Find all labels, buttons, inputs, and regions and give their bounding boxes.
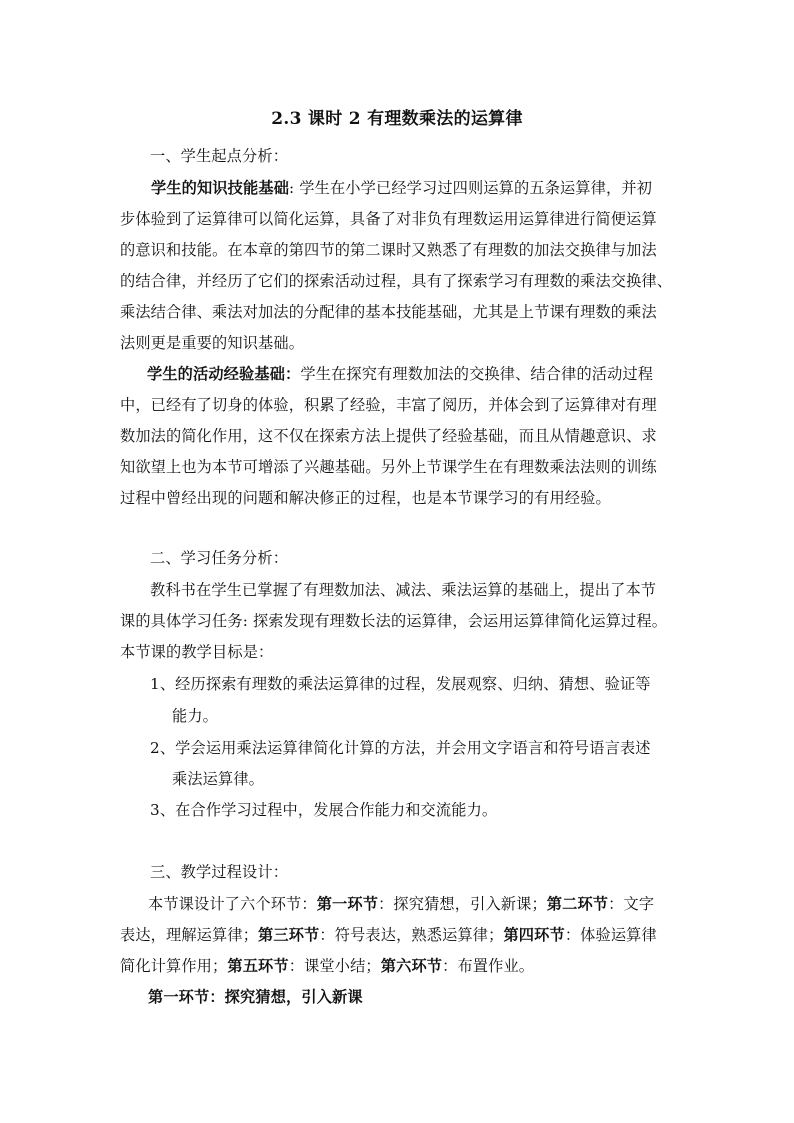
activity-paragraph-line-2: 中，已经有了切身的体验，积累了经验，丰富了阅历，并体会到了运算律对有理 — [120, 396, 657, 414]
process-text: 本节课设计了六个环节： — [148, 895, 317, 913]
process-text: ：符号表达，熟悉运算律； — [319, 926, 504, 944]
activity-paragraph-line-5: 过程中曾经出现的问题和解决修正的过程，也是本节课学习的有用经验。 — [120, 489, 611, 507]
goal-1-continued: 能力。 — [172, 707, 219, 725]
process-line-3 — [120, 956, 534, 976]
process-text: ：探究猜想，引入新课； — [378, 895, 547, 913]
process-text: ：体验运算律 — [564, 926, 657, 944]
page-title: 2.3 课时 2 有理数乘法的运算律 — [271, 109, 523, 129]
task-intro-line-2: 课的具体学习任务: 探索发现有理数长法的运算律，会运用运算律简化运算过程。 — [120, 612, 668, 630]
step-label: 第一环节 — [316, 895, 379, 913]
section2-heading: 二、学习任务分析： — [150, 549, 289, 567]
goal-2-continued: 乘法运算律。 — [172, 770, 265, 788]
process-text: 表达，理解运算律； — [120, 926, 259, 944]
step1-heading: 第一环节：探究猜想，引入新课 — [148, 988, 363, 1006]
section1-heading: 一、学生起点分析： — [150, 147, 289, 165]
knowledge-paragraph-line-6: 法则更是重要的知识基础。 — [120, 334, 305, 352]
knowledge-paragraph-line-5: 乘法结合律、乘法对加法的分配律的基本技能基础，尤其是上节课有理数的乘法 — [120, 303, 657, 321]
process-text: ：课堂小结； — [288, 957, 381, 975]
task-intro-line-3: 本节课的教学目标是： — [120, 643, 274, 661]
step-label: 第四环节 — [503, 926, 565, 944]
step-label: 第六环节 — [380, 957, 443, 975]
goal-3: 3、在合作学习过程中，发展合作能力和交流能力。 — [150, 801, 498, 819]
goal-2: 2、学会运用乘法运算律简化计算的方法，并会用文字语言和符号语言表述 — [150, 739, 651, 757]
step-label: 第五环节 — [227, 957, 289, 975]
process-text: ：布置作业。 — [442, 957, 535, 975]
process-text: 简化计算作用； — [120, 957, 228, 975]
task-intro-line-1: 教科书在学生已掌握了有理数加法、减法、乘法运算的基础上，提出了本节 — [150, 581, 657, 599]
activity-label: 学生的活动经验基础： — [147, 365, 301, 383]
process-text: ：文字 — [608, 895, 655, 913]
knowledge-text: : 学生在小学已经学习过四则运算的五条运算律，并初 — [289, 179, 653, 197]
knowledge-paragraph-line-2: 步体验到了运算律可以简化运算，具备了对非负有理数运用运算律进行简便运算 — [120, 210, 657, 228]
activity-paragraph-line-3: 数加法的简化作用，这不仅在探索方法上提供了经验基础，而且从情趣意识、求 — [120, 427, 657, 445]
activity-paragraph-line-4: 知欲望上也为本节可增添了兴趣基础。另外上节课学生在有理数乘法法则的训练 — [120, 458, 657, 476]
knowledge-paragraph-line-3: 的意识和技能。在本章的第四节的第二课时又熟悉了有理数的加法交换律与加法 — [120, 241, 657, 259]
process-line-2 — [120, 925, 657, 945]
knowledge-paragraph-line-4: 的结合律，并经历了它们的探索活动过程，具有了探索学习有理数的乘法交换律、 — [120, 272, 673, 290]
section3-heading: 三、教学过程设计： — [150, 863, 289, 881]
activity-text: 学生在探究有理数加法的交换律、结合律的活动过程 — [300, 365, 654, 383]
goal-1: 1、经历探索有理数的乘法运算律的过程，发展观察、归纳、猜想、验证等 — [150, 675, 651, 693]
activity-paragraph-line-1 — [147, 364, 653, 384]
knowledge-paragraph-line-1 — [151, 178, 652, 198]
knowledge-label: 学生的知识技能基础 — [151, 179, 290, 197]
step-label: 第二环节 — [546, 895, 609, 913]
step-label: 第三环节 — [258, 926, 320, 944]
process-line-1 — [148, 894, 654, 914]
